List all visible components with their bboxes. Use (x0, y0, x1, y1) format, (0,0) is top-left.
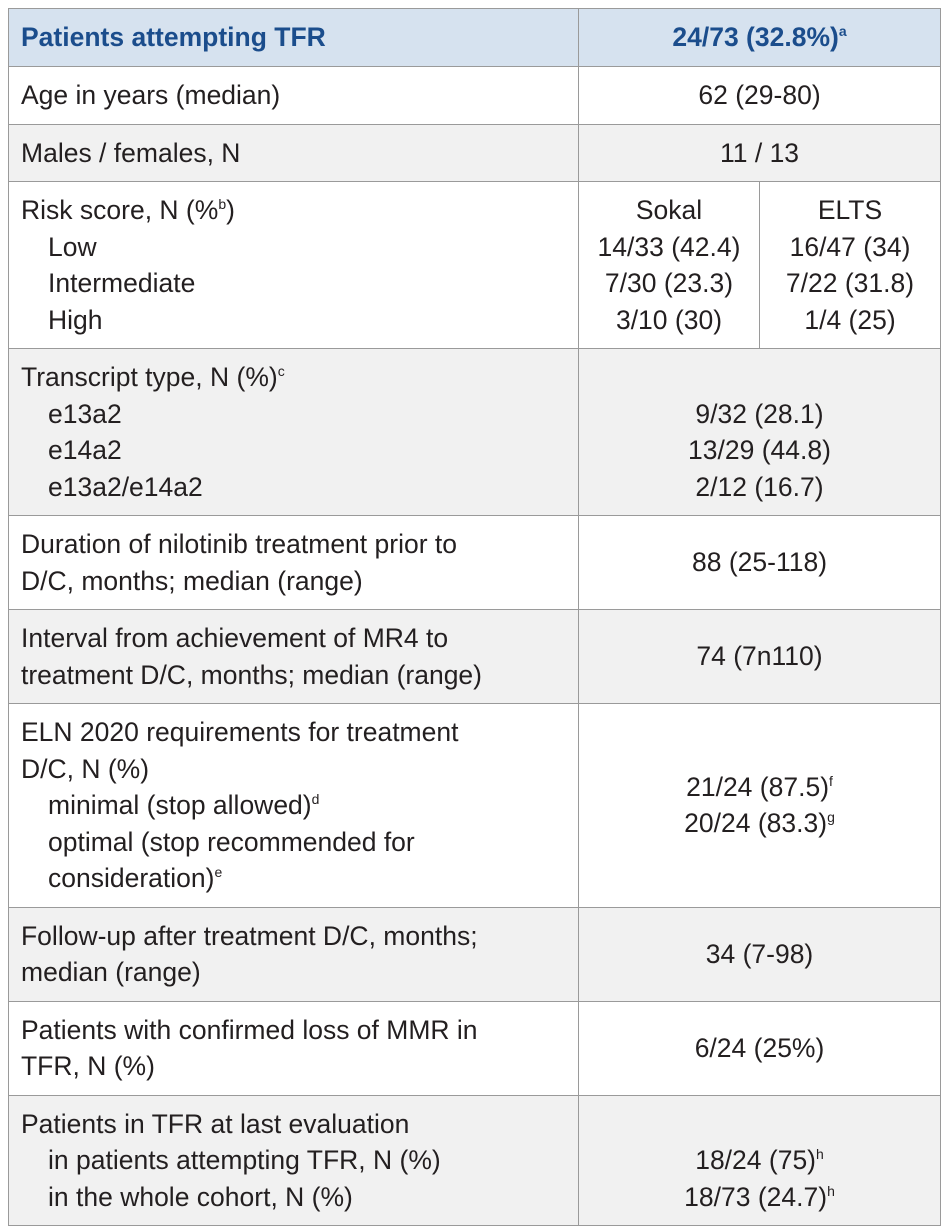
transcript-value-e13a2: 9/32 (28.1) (695, 398, 824, 429)
loss-label-line1: Patients with confirmed loss of MMR in (21, 1014, 478, 1045)
transcript-item-both: e13a2/e14a2 (48, 471, 203, 502)
elts-intermediate: 7/22 (31.8) (785, 268, 915, 298)
risk-elts-cell (760, 182, 941, 349)
table-row-interval (9, 610, 941, 704)
last-values-cell (579, 1095, 941, 1226)
risk-label-sup: b (218, 196, 227, 212)
transcript-item-e14a2: e14a2 (48, 435, 122, 465)
table-row-sex (9, 124, 941, 182)
header-value-cell (579, 9, 941, 67)
last-value-spacer (583, 1106, 936, 1143)
risk-item-high: High (48, 304, 103, 335)
sex-value: 11 / 13 (579, 124, 941, 182)
table-row-age (9, 67, 941, 125)
transcript-value-e14a2: 13/29 (44.8) (688, 435, 831, 465)
last-value-cohort-sup: h (827, 1182, 835, 1199)
last-value-attempting: 18/24 $(75)^h$ (695, 1145, 824, 1175)
duration-label-line2: D/C, months; median (range) (21, 565, 363, 596)
table-row-last-evaluation (9, 1095, 941, 1226)
loss-value: 6/24 (25%) (579, 1001, 941, 1095)
duration-label-cell (9, 516, 579, 610)
elts-high: 1/4 (25) (804, 304, 896, 335)
age-value: 62 (29-80) (579, 67, 941, 125)
duration-value: 88 (25-118) (579, 516, 941, 610)
last-value-attempting-sup: h (816, 1146, 824, 1162)
table-header-row (9, 9, 941, 67)
sokal-header: Sokal (635, 195, 703, 225)
transcript-label-sup: c (277, 363, 285, 379)
interval-label-cell (9, 610, 579, 704)
table-row-duration (9, 516, 941, 610)
last-value-cohort: 18/73 $(24.7)^h$ (684, 1181, 835, 1212)
eln-item-minimal: minimal (stop allowed)$^d$ (48, 790, 320, 820)
interval-value: 74 (7n110) (579, 610, 941, 704)
eln-item-optimal-line1: optimal (stop recommended for (48, 826, 415, 857)
eln-label-cell (9, 704, 579, 908)
last-label: Patients in TFR at last evaluation (21, 1108, 410, 1139)
risk-label-cell (9, 182, 579, 349)
last-label-cell (9, 1095, 579, 1226)
transcript-value-both: 2/12 (16.7) (695, 471, 824, 502)
age-label: Age in years (median) (9, 67, 579, 125)
eln-values-cell (579, 704, 941, 908)
followup-value: 34 (7-98) (579, 907, 941, 1001)
risk-item-intermediate: Intermediate (48, 268, 196, 298)
eln-value-minimal-sup: f (829, 772, 833, 789)
transcript-item-e13a2: e13a2 (48, 398, 122, 429)
elts-low: 16/47 (34) (789, 231, 911, 262)
followup-label-line1: Follow-up after treatment D/C, months; (21, 920, 478, 951)
sokal-high: 3/10 (30) (615, 304, 723, 335)
table-row-transcript (9, 349, 941, 516)
last-item-cohort: in the whole cohort, N (%) (48, 1181, 353, 1212)
loss-label-cell (9, 1001, 579, 1095)
eln-item-optimal-sup: e (214, 864, 223, 880)
eln-value-optimal-sup: g (827, 809, 835, 826)
eln-value-optimal: 20/24 $(83.3)^g$ (684, 808, 835, 839)
eln-item-minimal-sup: d (311, 791, 320, 807)
last-item-attempting: in patients attempting TFR, N (%) (48, 1145, 441, 1175)
eln-label-line2: D/C, N (%) (21, 753, 150, 784)
interval-label-line2: treatment D/C, months; median (range) (21, 659, 482, 690)
sokal-intermediate: 7/30 (23.3) (604, 268, 734, 298)
loss-label-line2: TFR, N (%) (21, 1051, 155, 1081)
table-row-risk (9, 182, 941, 349)
duration-label-line1: Duration of nilotinib treatment prior to (21, 529, 457, 559)
risk-sokal-cell (579, 182, 760, 349)
tfr-characteristics-table (8, 8, 941, 1226)
transcript-values-cell (579, 349, 941, 516)
sokal-low: 14/33 (42.4) (597, 231, 741, 262)
table-row-loss (9, 1001, 941, 1095)
transcript-label-cell (9, 349, 579, 516)
interval-label-line1: Interval from achievement of MR4 to (21, 623, 449, 653)
elts-header: ELTS (817, 195, 883, 225)
risk-item-low: Low (48, 231, 97, 262)
followup-label-line2: median (range) (21, 957, 201, 987)
header-value: 24/73 (32.8%) (672, 22, 839, 53)
transcript-label: Transcript type, N (%)$^c$ (21, 362, 285, 392)
header-label-cell (9, 9, 579, 67)
risk-label: Risk score, N (%$^b$) (21, 195, 235, 225)
eln-label-line1: ELN 2020 requirements for treatment (21, 717, 459, 747)
header-value-sup: a (838, 23, 847, 40)
eln-value-minimal: 21/24 $(87.5)^f$ (686, 771, 833, 802)
table-row-eln (9, 704, 941, 908)
sex-label: Males / females, N (9, 124, 579, 182)
eln-item-optimal-line2: consideration)$^e$ (48, 863, 223, 893)
transcript-value-spacer (583, 359, 936, 396)
followup-label-cell (9, 907, 579, 1001)
header-label: Patients attempting TFR (21, 22, 326, 53)
table-row-followup (9, 907, 941, 1001)
